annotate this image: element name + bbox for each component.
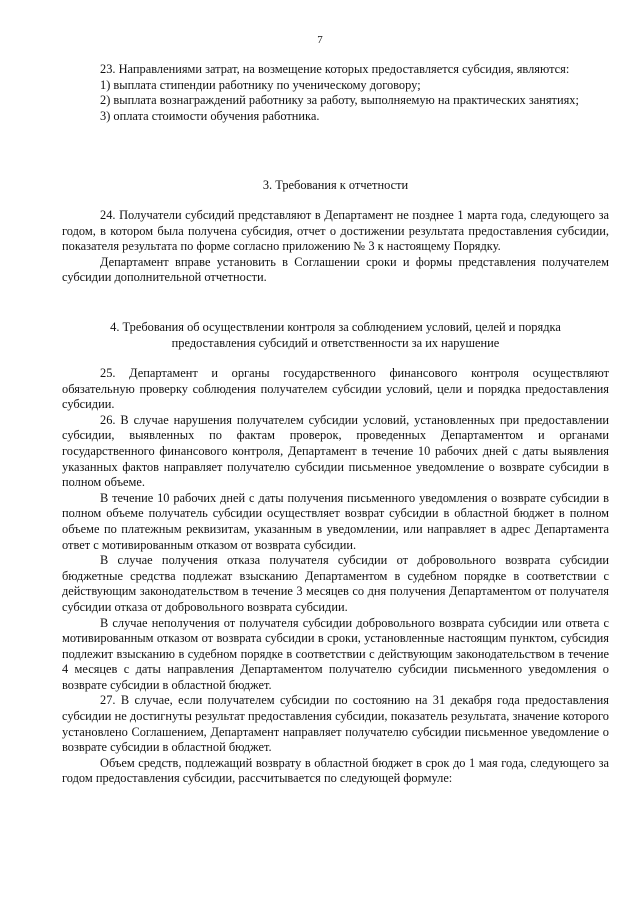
list-item: 3) оплата стоимости обучения работника. — [100, 108, 320, 123]
list-item: 2) выплата вознаграждений работнику за работу, выполняемую на практических занятиях; — [100, 93, 579, 108]
paragraph-26-refusal: В случае получения отказа получателя субсидии от добровольного возврата субсидии бюджетные средства подлежат взысканию Департаментом в судебном порядке в соответствии с действующим законодательством в течение 3 месяцев со дня получения Департаментом от получателя субсидии отказа от добровольного возврата субсидии. — [62, 553, 609, 614]
paragraph-23-intro: 23. Направлениями затрат, на возмещение которых предоставляется субсидия, являются: — [100, 62, 570, 76]
paragraph-24-additional: Департамент вправе установить в Соглашении сроки и формы представления получателем субсидии дополнительной отчетности. — [62, 254, 609, 285]
paragraph-24 — [62, 208, 609, 286]
paragraph-23 — [62, 62, 609, 124]
paragraph-27-formula-intro: Объем средств, подлежащий возврату в областной бюджет в срок до 1 мая года, следующего за годом предоставления субсидии, рассчитывается по следующей формуле: — [62, 755, 609, 786]
paragraph-24-text: 24. Получатели субсидий представляют в Департамент не позднее 1 марта года, следующего за годом, в котором была получена субсидия, отчет о достижении результата предоставления субсидии, показателя результата по форме согласно приложению № 3 к настоящему Порядку. — [62, 208, 609, 254]
paragraph-25: 25. Департамент и органы государственного финансового контроля осуществляют обязательную проверку соблюдения получателем субсидии условий, цели и порядка предоставления субсидии. — [62, 366, 609, 412]
section-3-heading-block — [62, 178, 609, 194]
paragraph-27: 27. В случае, если получателем субсидии по состоянию на 31 декабря года предоставления субсидии не достигнуты результат предоставления субсидии, показатель результата, значение которого установлено Соглашением, Департамент направляет получателю субсидии письменное уведомление о возврате субсидии в областной бюджет. — [62, 693, 609, 755]
list-item: 1) выплата стипендии работнику по ученическому договору; — [100, 77, 421, 92]
section-3-heading: 3. Требования к отчетности — [262, 178, 409, 192]
section-4-heading-block — [62, 320, 609, 351]
section-4-heading-line1: 4. Требования об осуществлении контроля за соблюдением условий, целей и порядка — [110, 320, 561, 334]
section-4-body — [62, 366, 609, 787]
paragraph-26-return: В течение 10 рабочих дней с даты получения письменного уведомления о возврате субсидии в полном объеме получатель субсидии осуществляет возврат субсидии в областной бюджет в полном объеме по платежным реквизитам, указанным в уведомлении, или направляет в адрес Департамента ответ с мотивированным отказом от возврата субсидии. — [62, 490, 609, 552]
paragraph-26-nonreceipt: В случае неполучения от получателя субсидии добровольного возврата субсидии или ответа с мотивированным отказом от возврата субсидии в сроки, установленные настоящим пунктом, субсидия подлежит взысканию в судебном порядке в соответствии с действующим законодательством в течение 4 месяцев с даты направления Департаментом получателю субсидии письменного уведомления о возврате субсидии в областной бюджет. — [62, 615, 609, 692]
paragraph-26: 26. В случае нарушения получателем субсидии условий, установленных при предоставлении субсидии, выявленных по фактам проверок, проведенных Департаментом и органами государственного финансового контроля, Департамент в течение 10 рабочих дней с даты выявления указанных фактов направляет получателю субсидии письменное уведомление о возврате субсидии в полном объеме. — [62, 412, 609, 490]
page-number: 7 — [317, 34, 323, 46]
section-4-heading-line2: предоставления субсидий и ответственности за их нарушение — [171, 335, 500, 350]
